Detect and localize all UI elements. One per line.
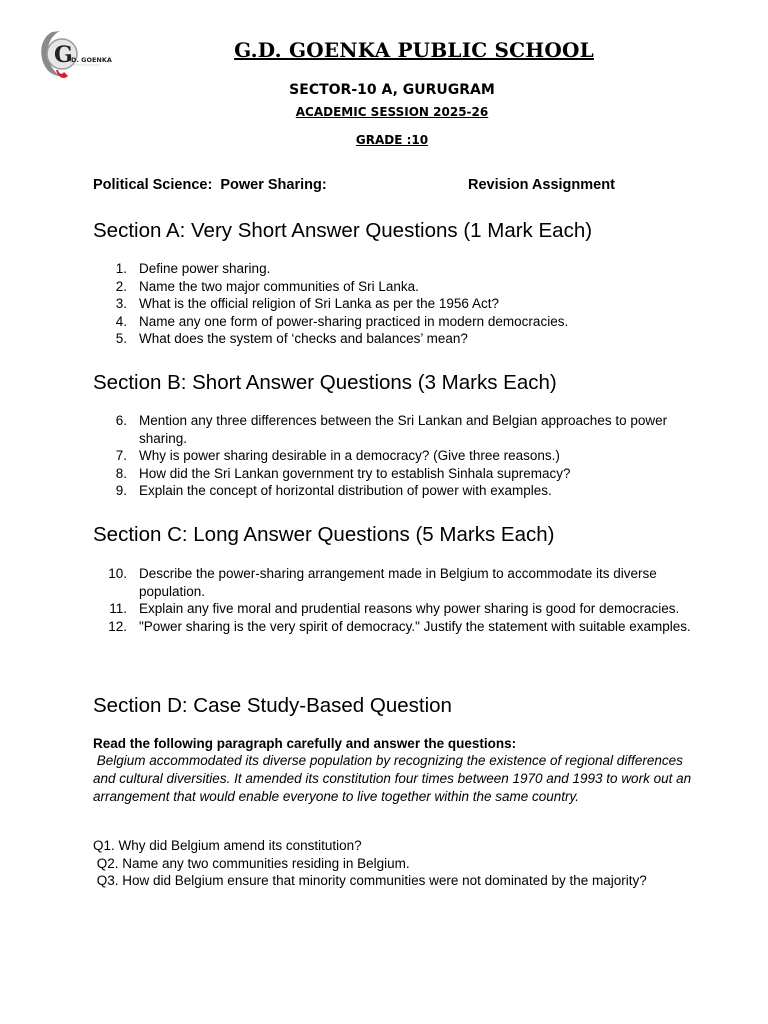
section-b-title: Section B: Short Answer Questions (3 Marks Each) <box>93 371 557 394</box>
question-item: 11. Explain any five moral and prudential reasons why power sharing is good for democracies. <box>109 601 680 617</box>
question-item: 12. "Power sharing is the very spirit of democracy." Justify the statement with suitable examples. <box>108 618 691 634</box>
section-d-title: Section D: Case Study-Based Question <box>93 694 452 717</box>
logo-text: D. GOENKA <box>71 56 112 64</box>
case-study-lead: Read the following paragraph carefully and answer the questions: <box>93 736 517 751</box>
question-item: 6. Mention any three differences between the Sri Lankan and Belgian approaches to power sharing. <box>115 413 668 446</box>
subject-topic: Political Science: Power Sharing: <box>93 177 327 193</box>
school-name: G.D. GOENKA PUBLIC SCHOOL <box>234 38 594 62</box>
section-a-questions <box>93 260 693 348</box>
case-study-paragraph: Belgium accommodated its diverse population by recognizing the existence of regional differences and cultural diversities. It amended its constitution four times between 1970 and 1993 to work out an arrangement that would enable everyone to live together within the same country. <box>93 753 695 804</box>
case-question-1: Q1. Why did Belgium amend its constitution? <box>93 838 362 853</box>
logo-g: G <box>54 42 73 68</box>
section-b-questions <box>93 412 693 500</box>
logo-red-mark <box>56 70 68 78</box>
question-item: 5. What does the system of ‘checks and balances’ mean? <box>115 331 468 347</box>
case-question-2: Q2. Name any two communities residing in Belgium. <box>93 856 410 871</box>
school-location: SECTOR-10 A, GURUGRAM <box>289 82 495 98</box>
case-question-3: Q3. How did Belgium ensure that minority communities were not dominated by the majority? <box>93 873 647 888</box>
question-item: 4. Name any one form of power-sharing practiced in modern democracies. <box>115 313 569 329</box>
question-item: 3. What is the official religion of Sri Lanka as per the 1956 Act? <box>115 296 499 312</box>
grade-label: GRADE :10 <box>355 133 429 147</box>
question-item: 9. Explain the concept of horizontal distribution of power with examples. <box>115 483 552 499</box>
section-a-title: Section A: Very Short Answer Questions (1 Mark Each) <box>93 219 593 242</box>
question-item: 10. Describe the power-sharing arrangement made in Belgium to accommodate its diverse population. <box>108 566 657 599</box>
question-item: 8. How did the Sri Lankan government try to establish Sinhala supremacy? <box>115 465 571 481</box>
academic-session: ACADEMIC SESSION 2025-26 <box>295 105 489 119</box>
question-item: 7. Why is power sharing desirable in a democracy? (Give three reasons.) <box>115 448 560 464</box>
assignment-type: Revision Assignment <box>468 177 615 193</box>
question-item: 1. Define power sharing. <box>115 261 271 276</box>
section-c-questions <box>93 565 693 635</box>
question-item: 2. Name the two major communities of Sri Lanka. <box>115 278 419 294</box>
section-c-title: Section C: Long Answer Questions (5 Marks Each) <box>93 523 555 546</box>
